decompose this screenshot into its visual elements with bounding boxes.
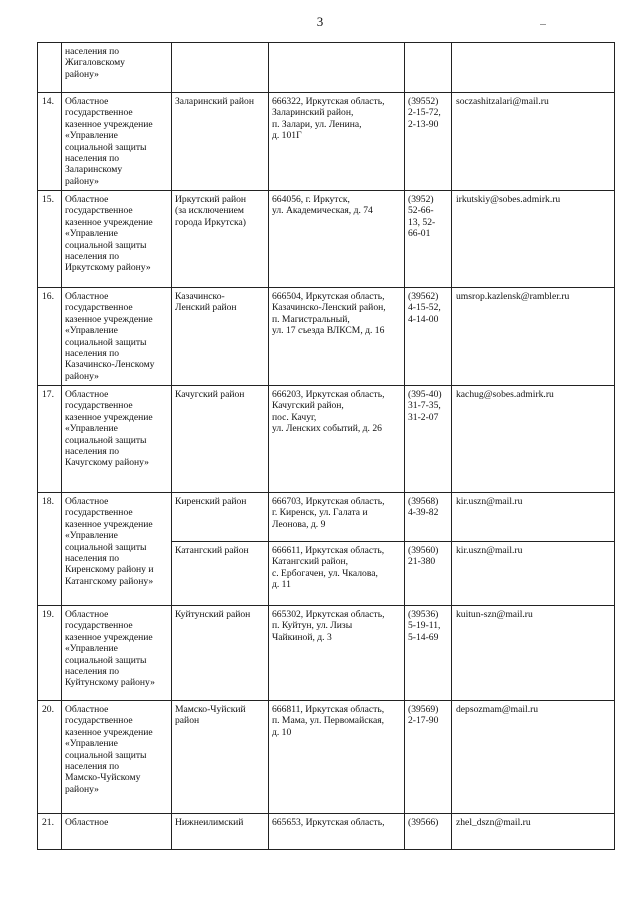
district-cell-line: Казачинско- (175, 291, 225, 302)
organization-cell-line: Областное (65, 194, 109, 205)
organization-cell-line: населения по (65, 251, 120, 263)
district-cell-line: (за исключением (175, 205, 244, 217)
offices-table (37, 42, 615, 850)
organization-cell-line: социальной защиты (65, 336, 147, 348)
organization-cell-line: казенное учреждение (65, 118, 153, 130)
email-link[interactable]: kuitun-szn@mail.ru (456, 609, 533, 620)
organization-cell-line: казенное учреждение (65, 518, 153, 530)
table-row (38, 93, 615, 191)
email-link[interactable]: depsozmam@mail.ru (456, 704, 539, 715)
organization-cell-line: казенное учреждение (65, 313, 153, 325)
row-number (38, 43, 62, 93)
organization-cell-line: государственное (65, 507, 133, 519)
address-cell-line: д. 101Г (272, 130, 302, 142)
address-cell-line: Катангский район, (272, 556, 349, 568)
address-cell (269, 386, 405, 493)
address-cell-line: п. Мама, ул. Первомайская, (272, 715, 385, 727)
phone-cell-line: 52-66- (408, 205, 434, 217)
organization-cell-line: Областное (65, 389, 109, 400)
email-cell (452, 814, 615, 850)
address-cell-line: 665302, Иркутская область, (272, 609, 385, 620)
phone-cell-line: 5-14-69 (408, 631, 439, 643)
email-cell (452, 493, 615, 542)
row-number: 19. (38, 606, 62, 701)
organization-cell-line: населения по (65, 553, 120, 565)
organization-cell-line: Областное (65, 291, 109, 302)
email-link[interactable]: umsrop.kazlensk@rambler.ru (456, 291, 570, 302)
address-cell-line: д. 11 (272, 579, 291, 591)
phone-cell-line: 66-01 (408, 228, 431, 240)
address-cell-line: п. Залари, ул. Ленина, (272, 118, 362, 130)
address-cell-line: 664056, г. Иркутск, (272, 194, 350, 205)
phone-cell-line: 2-15-72, (408, 107, 441, 119)
email-cell (452, 606, 615, 701)
email-cell (452, 93, 615, 191)
organization-cell-line: государственное (65, 400, 133, 412)
district-cell-line: Мамско-Чуйский (175, 704, 246, 715)
address-cell-line: Казачинско-Ленский район, (272, 302, 386, 314)
district-cell-line: Качугский район (175, 389, 245, 400)
phone-cell-line: (395-40) (408, 389, 442, 400)
organization-cell-line: Качугскому району» (65, 457, 149, 469)
organization-cell (62, 701, 172, 814)
address-cell-line: 666322, Иркутская область, (272, 96, 385, 107)
organization-cell-line: Мамско-Чуйскому (65, 772, 141, 784)
organization-cell-line: району» (65, 370, 99, 382)
district-cell-line: Куйтунский район (175, 609, 251, 620)
organization-cell-line: государственное (65, 302, 133, 314)
address-cell-line: 666203, Иркутская область, (272, 389, 385, 400)
district-cell-line: Ленский район (175, 302, 237, 314)
phone-cell (405, 288, 452, 386)
organization-cell-line: Областное (65, 96, 109, 107)
organization-cell-line: Иркутскому району» (65, 262, 151, 274)
table-row (38, 493, 615, 542)
address-cell (269, 542, 405, 606)
address-cell-line: 666811, Иркутская область, (272, 704, 385, 715)
organization-cell (62, 386, 172, 493)
phone-cell-line: (39536) (408, 609, 439, 620)
address-cell-line: Качугский район, (272, 400, 344, 412)
table-row (38, 701, 615, 814)
address-cell (269, 191, 405, 288)
phone-cell-line: 31-2-07 (408, 411, 439, 423)
phone-cell-line: 4-14-00 (408, 313, 439, 325)
row-number: 18. (38, 493, 62, 606)
district-cell-line: Катангский район (175, 545, 249, 556)
phone-cell-line: 13, 52- (408, 216, 436, 228)
organization-cell-line: казенное учреждение (65, 411, 153, 423)
organization-cell (62, 191, 172, 288)
organization-cell-line: району» (65, 783, 99, 795)
phone-cell (405, 43, 452, 93)
row-number: 16. (38, 288, 62, 386)
organization-cell-line: «Управление (65, 738, 118, 750)
address-cell-line: Чайкиной, д. 3 (272, 631, 332, 643)
table-row (38, 606, 615, 701)
phone-cell (405, 606, 452, 701)
district-cell (172, 493, 269, 542)
district-cell (172, 386, 269, 493)
district-cell-line: Иркутский район (175, 194, 247, 205)
email-cell (452, 386, 615, 493)
phone-cell-line: 4-39-82 (408, 507, 439, 519)
table-row (38, 814, 615, 850)
row-number: 17. (38, 386, 62, 493)
organization-cell-line: «Управление (65, 530, 118, 542)
organization-cell-line: «Управление (65, 228, 118, 240)
email-cell (452, 701, 615, 814)
address-cell-line: пос. Качуг, (272, 411, 317, 423)
organization-cell-line: населения по (65, 666, 120, 678)
address-cell (269, 606, 405, 701)
organization-cell-line: Куйтунскому району» (65, 677, 155, 689)
district-cell-line: города Иркутска) (175, 216, 246, 228)
organization-cell-line: населения по (65, 153, 120, 165)
district-cell-line: Нижнеилимский (175, 817, 244, 828)
phone-cell (405, 493, 452, 542)
district-cell (172, 701, 269, 814)
row-number: 14. (38, 93, 62, 191)
row-number: 20. (38, 701, 62, 814)
address-cell-line: Леонова, д. 9 (272, 518, 326, 530)
district-cell (172, 191, 269, 288)
phone-cell (405, 191, 452, 288)
address-cell-line: 666611, Иркутская область, (272, 545, 385, 556)
table-body (38, 43, 615, 850)
organization-cell-line: Областное (65, 704, 109, 715)
organization-cell-line: государственное (65, 107, 133, 119)
district-cell-line: район (175, 715, 200, 727)
organization-cell (62, 493, 172, 606)
organization-cell-line: казенное учреждение (65, 631, 153, 643)
organization-cell-line: казенное учреждение (65, 216, 153, 228)
district-cell (172, 606, 269, 701)
organization-cell-line: социальной защиты (65, 141, 147, 153)
row-number: 15. (38, 191, 62, 288)
email-link[interactable]: irkutskiy@sobes.admirk.ru (456, 194, 561, 205)
district-cell (172, 43, 269, 93)
table-row (38, 43, 615, 93)
address-cell-line: ул. Академическая, д. 74 (272, 205, 373, 217)
email-cell (452, 288, 615, 386)
email-link[interactable]: kir.uszn@mail.ru (456, 545, 523, 556)
organization-cell (62, 288, 172, 386)
district-cell (172, 814, 269, 850)
organization-cell-line: государственное (65, 715, 133, 727)
address-cell-line: п. Куйтун, ул. Лизы (272, 620, 353, 632)
organization-cell-line: населения по (65, 446, 120, 458)
district-cell (172, 93, 269, 191)
address-cell (269, 493, 405, 542)
phone-cell (405, 814, 452, 850)
address-cell-line: п. Магистральный, (272, 313, 350, 325)
organization-cell-line: населения по (65, 46, 120, 57)
organization-cell-line: населения по (65, 348, 120, 360)
organization-cell-line: казенное учреждение (65, 726, 153, 738)
organization-cell-line: «Управление (65, 325, 118, 337)
phone-cell-line: 21-380 (408, 556, 436, 568)
organization-cell-line: Казачинско-Ленскому (65, 359, 155, 371)
organization-cell-line: государственное (65, 205, 133, 217)
phone-cell-line: (39552) (408, 96, 439, 107)
phone-cell (405, 701, 452, 814)
address-cell (269, 43, 405, 93)
phone-cell-line: (39562) (408, 291, 439, 302)
organization-cell-line: Областное (65, 817, 109, 828)
district-cell-line: Заларинский район (175, 96, 254, 107)
organization-cell (62, 814, 172, 850)
scan-mark (540, 24, 546, 25)
organization-cell-line: Заларинскому (65, 164, 123, 176)
phone-cell-line: (39560) (408, 545, 439, 556)
address-cell-line: ул. Ленских событий, д. 26 (272, 423, 382, 435)
address-cell (269, 93, 405, 191)
phone-cell-line: (39566) (408, 817, 439, 828)
organization-cell-line: социальной защиты (65, 239, 147, 251)
email-link[interactable]: zhel_dszn@mail.ru (456, 817, 531, 828)
organization-cell-line: Киренскому району и (65, 564, 154, 576)
table-row (38, 288, 615, 386)
organization-cell-line: населения по (65, 761, 120, 773)
email-cell (452, 43, 615, 93)
phone-cell (405, 93, 452, 191)
organization-cell-line: району» (65, 175, 99, 187)
phone-cell-line: 2-17-90 (408, 715, 439, 727)
organization-cell-line: Жигаловскому (65, 57, 125, 69)
phone-cell (405, 386, 452, 493)
organization-cell-line: Катангскому району» (65, 575, 154, 587)
organization-cell-line: «Управление (65, 643, 118, 655)
address-cell (269, 288, 405, 386)
email-cell (452, 191, 615, 288)
organization-cell-line: социальной защиты (65, 749, 147, 761)
organization-cell-line: социальной защиты (65, 541, 147, 553)
phone-cell-line: 4-15-52, (408, 302, 441, 314)
page-number: 3 (316, 14, 324, 29)
address-cell (269, 701, 405, 814)
organization-cell-line: «Управление (65, 423, 118, 435)
row-number: 21. (38, 814, 62, 850)
address-cell-line: Заларинский район, (272, 107, 354, 119)
address-cell-line: ул. 17 съезда ВЛКСМ, д. 16 (272, 325, 385, 337)
email-cell (452, 542, 615, 606)
organization-cell-line: государственное (65, 620, 133, 632)
organization-cell-line: социальной защиты (65, 654, 147, 666)
address-cell-line: 665653, Иркутская область, (272, 817, 385, 828)
phone-cell-line: 2-13-90 (408, 118, 439, 130)
address-cell-line: г. Киренск, ул. Галата и (272, 507, 368, 519)
table-row (38, 386, 615, 493)
phone-cell-line: (39568) (408, 496, 439, 507)
address-cell-line: с. Ербогачен, ул. Чкалова, (272, 567, 378, 579)
phone-cell-line: (3952) (408, 194, 434, 205)
organization-cell (62, 93, 172, 191)
email-link[interactable]: kachug@sobes.admirk.ru (456, 389, 554, 400)
phone-cell-line: 5-19-11, (408, 620, 441, 632)
table-row (38, 191, 615, 288)
district-cell-line: Киренский район (175, 496, 247, 507)
address-cell-line: 666703, Иркутская область, (272, 496, 385, 507)
district-cell (172, 542, 269, 606)
organization-cell-line: «Управление (65, 130, 118, 142)
organization-cell (62, 43, 172, 93)
organization-cell (62, 606, 172, 701)
organization-cell-line: Областное (65, 496, 109, 507)
organization-cell-line: социальной защиты (65, 434, 147, 446)
email-link[interactable]: kir.uszn@mail.ru (456, 496, 523, 507)
phone-cell (405, 542, 452, 606)
organization-cell-line: Областное (65, 609, 109, 620)
district-cell (172, 288, 269, 386)
address-cell (269, 814, 405, 850)
phone-cell-line: 31-7-35, (408, 400, 441, 412)
address-cell-line: д. 10 (272, 726, 292, 738)
email-link[interactable]: soczashitzalari@mail.ru (456, 96, 549, 107)
organization-cell-line: району» (65, 68, 99, 80)
address-cell-line: 666504, Иркутская область, (272, 291, 385, 302)
phone-cell-line: (39569) (408, 704, 439, 715)
